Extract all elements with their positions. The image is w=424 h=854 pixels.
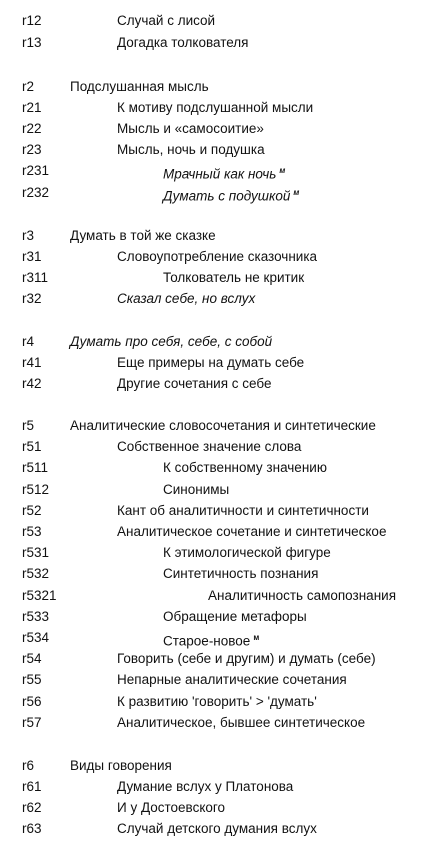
toc-entry-r5 [0, 415, 424, 436]
toc-entry-code: r31 [22, 249, 42, 264]
toc-entry-r512 [0, 479, 424, 500]
toc-entry-code: r21 [22, 100, 42, 115]
toc-entry-code: r511 [22, 460, 49, 475]
toc-entry-title: Думать в той же сказке [70, 228, 216, 243]
toc-entry-r21 [0, 97, 424, 118]
toc-entry-title: Другие сочетания с себе [117, 376, 272, 391]
toc-entry-r55 [0, 669, 424, 690]
toc-entry-r53 [0, 521, 424, 542]
toc-entry-title: Аналитичность самопознания [208, 588, 396, 603]
toc-entry-r52 [0, 500, 424, 521]
toc-entry-title: Толкователь не критик [163, 270, 305, 285]
marker-badge: м [293, 188, 300, 197]
toc-entry-code: r63 [22, 821, 42, 836]
toc-entry-code: r4 [22, 334, 35, 349]
toc-entry-code: r231 [22, 163, 50, 178]
toc-entry-title: Виды говорения [70, 758, 172, 773]
toc-entry-title: Аналитическое, бывшее синтетическое [117, 715, 366, 730]
toc-entry-r56 [0, 691, 424, 712]
toc-entry-code: r533 [22, 609, 50, 624]
toc-entry-title: Думать с подушкой $^м$ [163, 188, 300, 204]
toc-entry-code: r6 [22, 758, 35, 773]
toc-entry-r531 [0, 542, 424, 563]
toc-entry-title: Думать про себя, себе, с собой [70, 334, 273, 349]
toc-entry-title: Подслушанная мысль [70, 79, 209, 94]
toc-entry-r51 [0, 436, 424, 457]
toc-entry-code: r61 [22, 779, 42, 794]
toc-entry-title: К мотиву подслушанной мысли [117, 100, 314, 115]
toc-entry-r6 [0, 755, 424, 776]
toc-entry-r32 [0, 288, 424, 309]
toc-entry-code: r52 [22, 503, 42, 518]
toc-entry-code: r3 [22, 228, 35, 243]
toc-entry-r42 [0, 373, 424, 394]
toc-entry-title: Догадка толкователя [117, 35, 249, 50]
toc-entry-code: r55 [22, 672, 42, 687]
toc-entry-title: Собственное значение слова [117, 439, 302, 454]
toc-entry-r41 [0, 352, 424, 373]
toc-entry-title: Непарные аналитические сочетания [117, 672, 347, 687]
toc-entry-title: Аналитические словосочетания и синтетические [70, 418, 376, 433]
toc-entry-code: r56 [22, 694, 42, 709]
toc-entry-title: К этимологической фигуре [163, 545, 331, 560]
toc-entry-code: r534 [22, 630, 50, 645]
toc-entry-r22 [0, 118, 424, 139]
toc-entry-code: r41 [22, 355, 42, 370]
toc-entry-r511 [0, 457, 424, 478]
toc-entry-title: Случай с лисой [117, 13, 216, 28]
toc-entry-title: Еще примеры на думать себе [117, 355, 305, 370]
marker-badge: м [253, 633, 260, 642]
toc-entry-title: И у Достоевского [117, 800, 226, 815]
toc-entry-code: r531 [22, 545, 50, 560]
toc-entry-code: r311 [22, 270, 49, 285]
toc-entry-r57 [0, 712, 424, 733]
toc-entry-r532 [0, 563, 424, 584]
toc-entry-title: Словоупотребление сказочника [117, 249, 318, 264]
toc-entry-r232 [0, 182, 424, 203]
toc-entry-r2 [0, 76, 424, 97]
toc-entry-title: Думание вслух у Платонова [117, 779, 294, 794]
toc-entry-r63 [0, 818, 424, 839]
toc-entry-code: r2 [22, 79, 35, 94]
toc-entry-r4 [0, 331, 424, 352]
toc-entry-title: Мысль, ночь и подушка [117, 142, 265, 157]
toc-entry-title: Синонимы [163, 482, 230, 497]
toc-entry-code: r53 [22, 524, 42, 539]
toc-entry-title: Старое-новое $^м$ [163, 633, 260, 649]
toc-entry-r231 [0, 160, 424, 181]
toc-entry-title: К развитию 'говорить' > 'думать' [117, 694, 317, 709]
toc-entry-title: Сказал себе, но вслух [117, 291, 256, 306]
toc-entry-code: r23 [22, 142, 42, 157]
toc-entry-code: r54 [22, 651, 42, 666]
toc-entry-code: r5 [22, 418, 35, 433]
toc-entry-code: r12 [22, 13, 42, 28]
toc-entry-title: Случай детского думания вслух [117, 821, 317, 836]
toc-entry-title: Кант об аналитичности и синтетичности [117, 503, 369, 518]
toc-entry-code: r532 [22, 566, 50, 581]
toc-entry-r54 [0, 648, 424, 669]
toc-entry-title: Обращение метафоры [163, 609, 307, 624]
toc-entry-title: Говорить (себе и другим) и думать (себе) [117, 651, 376, 666]
toc-entry-code: r51 [22, 439, 42, 454]
toc-entry-code: r42 [22, 376, 42, 391]
toc-entry-r13 [0, 32, 424, 53]
toc-entry-r12 [0, 10, 424, 31]
toc-entry-r62 [0, 797, 424, 818]
toc-entry-title: Мрачный как ночь $^м$ [163, 166, 286, 182]
toc-entry-r3 [0, 225, 424, 246]
toc-entry-title: Синтетичность познания [163, 566, 319, 581]
toc-entry-r31 [0, 246, 424, 267]
toc-entry-title: Аналитическое сочетание и синтетическое [117, 524, 387, 539]
toc-entry-title: Мысль и «самосоитие» [117, 121, 264, 136]
toc-entry-r534 [0, 627, 424, 648]
toc-entry-code: r13 [22, 35, 42, 50]
marker-badge: м [279, 166, 286, 175]
toc-entry-r23 [0, 139, 424, 160]
toc-entry-code: r62 [22, 800, 42, 815]
toc-entry-code: r232 [22, 185, 50, 200]
toc-entry-title: К собственному значению [163, 460, 327, 475]
toc-entry-code: r5321 [22, 588, 57, 603]
toc-entry-code: r512 [22, 482, 50, 497]
toc-entry-r311 [0, 267, 424, 288]
toc-entry-r5321 [0, 585, 424, 606]
toc-entry-code: r22 [22, 121, 42, 136]
toc-entry-code: r57 [22, 715, 42, 730]
toc-entry-r61 [0, 776, 424, 797]
toc-entry-r533 [0, 606, 424, 627]
toc-entry-code: r32 [22, 291, 42, 306]
